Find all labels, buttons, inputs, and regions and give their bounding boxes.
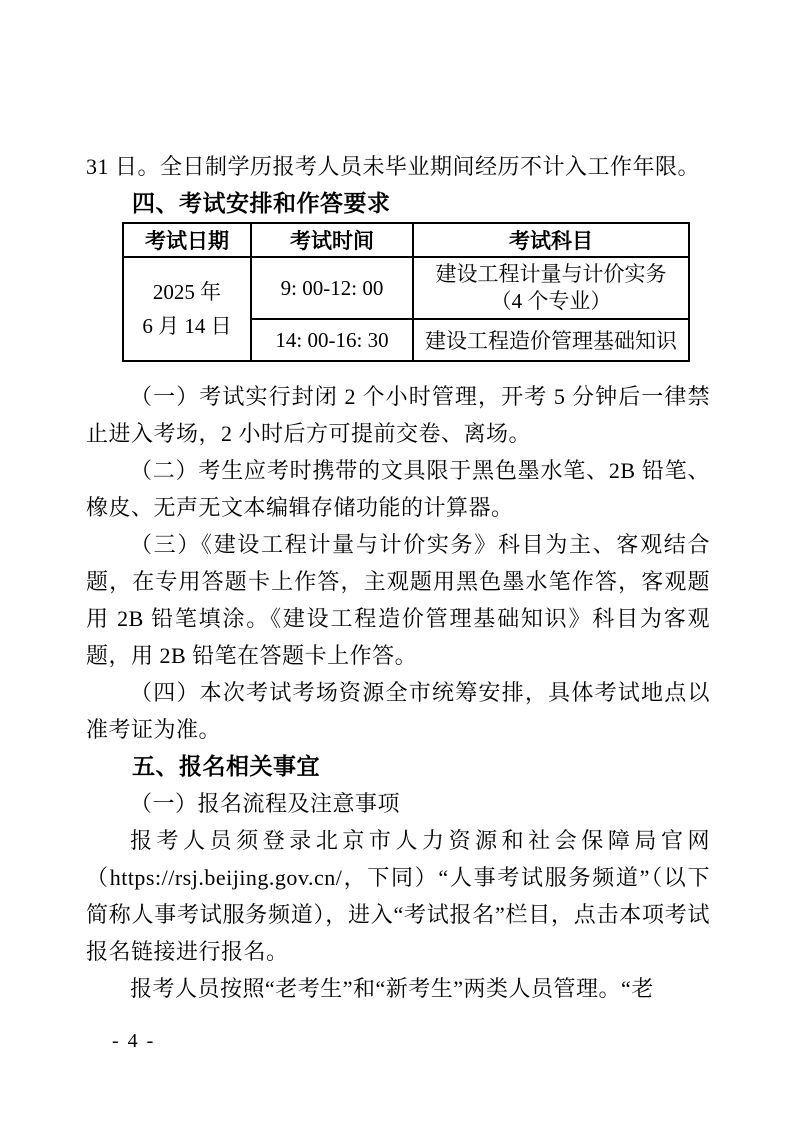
exam-schedule-table xyxy=(122,222,690,362)
exam-date-year: 2025 年 xyxy=(152,280,222,304)
morning-subject-title: 建设工程计量与计价实务 xyxy=(435,262,667,286)
exam-rule-paragraph-2: （二）考生应考时携带的文具限于黑色墨水笔、2B 铅笔、橡皮、无声无文本编辑存储功能的计算器。 xyxy=(86,458,710,520)
table-cell-afternoon-subject: 建设工程造价管理基础知识 xyxy=(413,319,689,361)
intro-paragraph: 31 日。全日制学历报考人员未毕业期间经历不计入工作年限。 xyxy=(86,154,701,179)
table-header-exam-time: 考试时间 xyxy=(251,223,413,257)
registration-paragraph-website: 报考人员须登录北京市人力资源和社会保障局官网（https://rsj.beijing.gov.cn/，下同）“人事考试服务频道”（以下简称人事考试服务频道），进入“考试报名”栏目，点击本项考试报名链接进行报名。 xyxy=(86,828,710,964)
table-cell-morning-subject xyxy=(413,257,689,319)
page-number: - 4 - xyxy=(112,1030,156,1052)
exam-date-day: 6 月 14 日 xyxy=(142,314,232,338)
table-cell-morning-time: 9: 00-12: 00 xyxy=(251,257,413,319)
registration-subheading: （一）报名流程及注意事项 xyxy=(130,791,401,816)
table-cell-afternoon-time: 14: 00-16: 30 xyxy=(251,319,413,361)
exam-rule-paragraph-4: （四）本次考试考场资源全市统筹安排，具体考试地点以准考证为准。 xyxy=(86,680,710,742)
section-heading-registration: 五、报名相关事宜 xyxy=(132,753,320,779)
table-row-morning xyxy=(123,257,689,319)
table-header-row xyxy=(123,223,689,257)
table-cell-exam-date xyxy=(123,257,251,361)
table-header-exam-date: 考试日期 xyxy=(123,223,251,257)
section-heading-exam-arrangement: 四、考试安排和作答要求 xyxy=(132,190,391,216)
document-content xyxy=(86,148,710,1007)
morning-subject-note: （4 个专业） xyxy=(490,289,612,313)
table-header-exam-subject: 考试科目 xyxy=(413,223,689,257)
exam-rule-paragraph-3: （三）《建设工程计量与计价实务》科目为主、客观结合题，在专用答题卡上作答，主观题用黑色墨水笔作答，客观题用 2B 铅笔填涂。《建设工程造价管理基础知识》科目为客观题，用 2B 铅笔在答题卡上作答。 xyxy=(86,532,710,668)
exam-rule-paragraph-1: （一）考试实行封闭 2 个小时管理，开考 5 分钟后一律禁止进入考场，2 小时后方可提前交卷、离场。 xyxy=(86,384,710,446)
registration-paragraph-candidate-types: 报考人员按照“老考生”和“新考生”两类人员管理。“老 xyxy=(130,976,654,1001)
